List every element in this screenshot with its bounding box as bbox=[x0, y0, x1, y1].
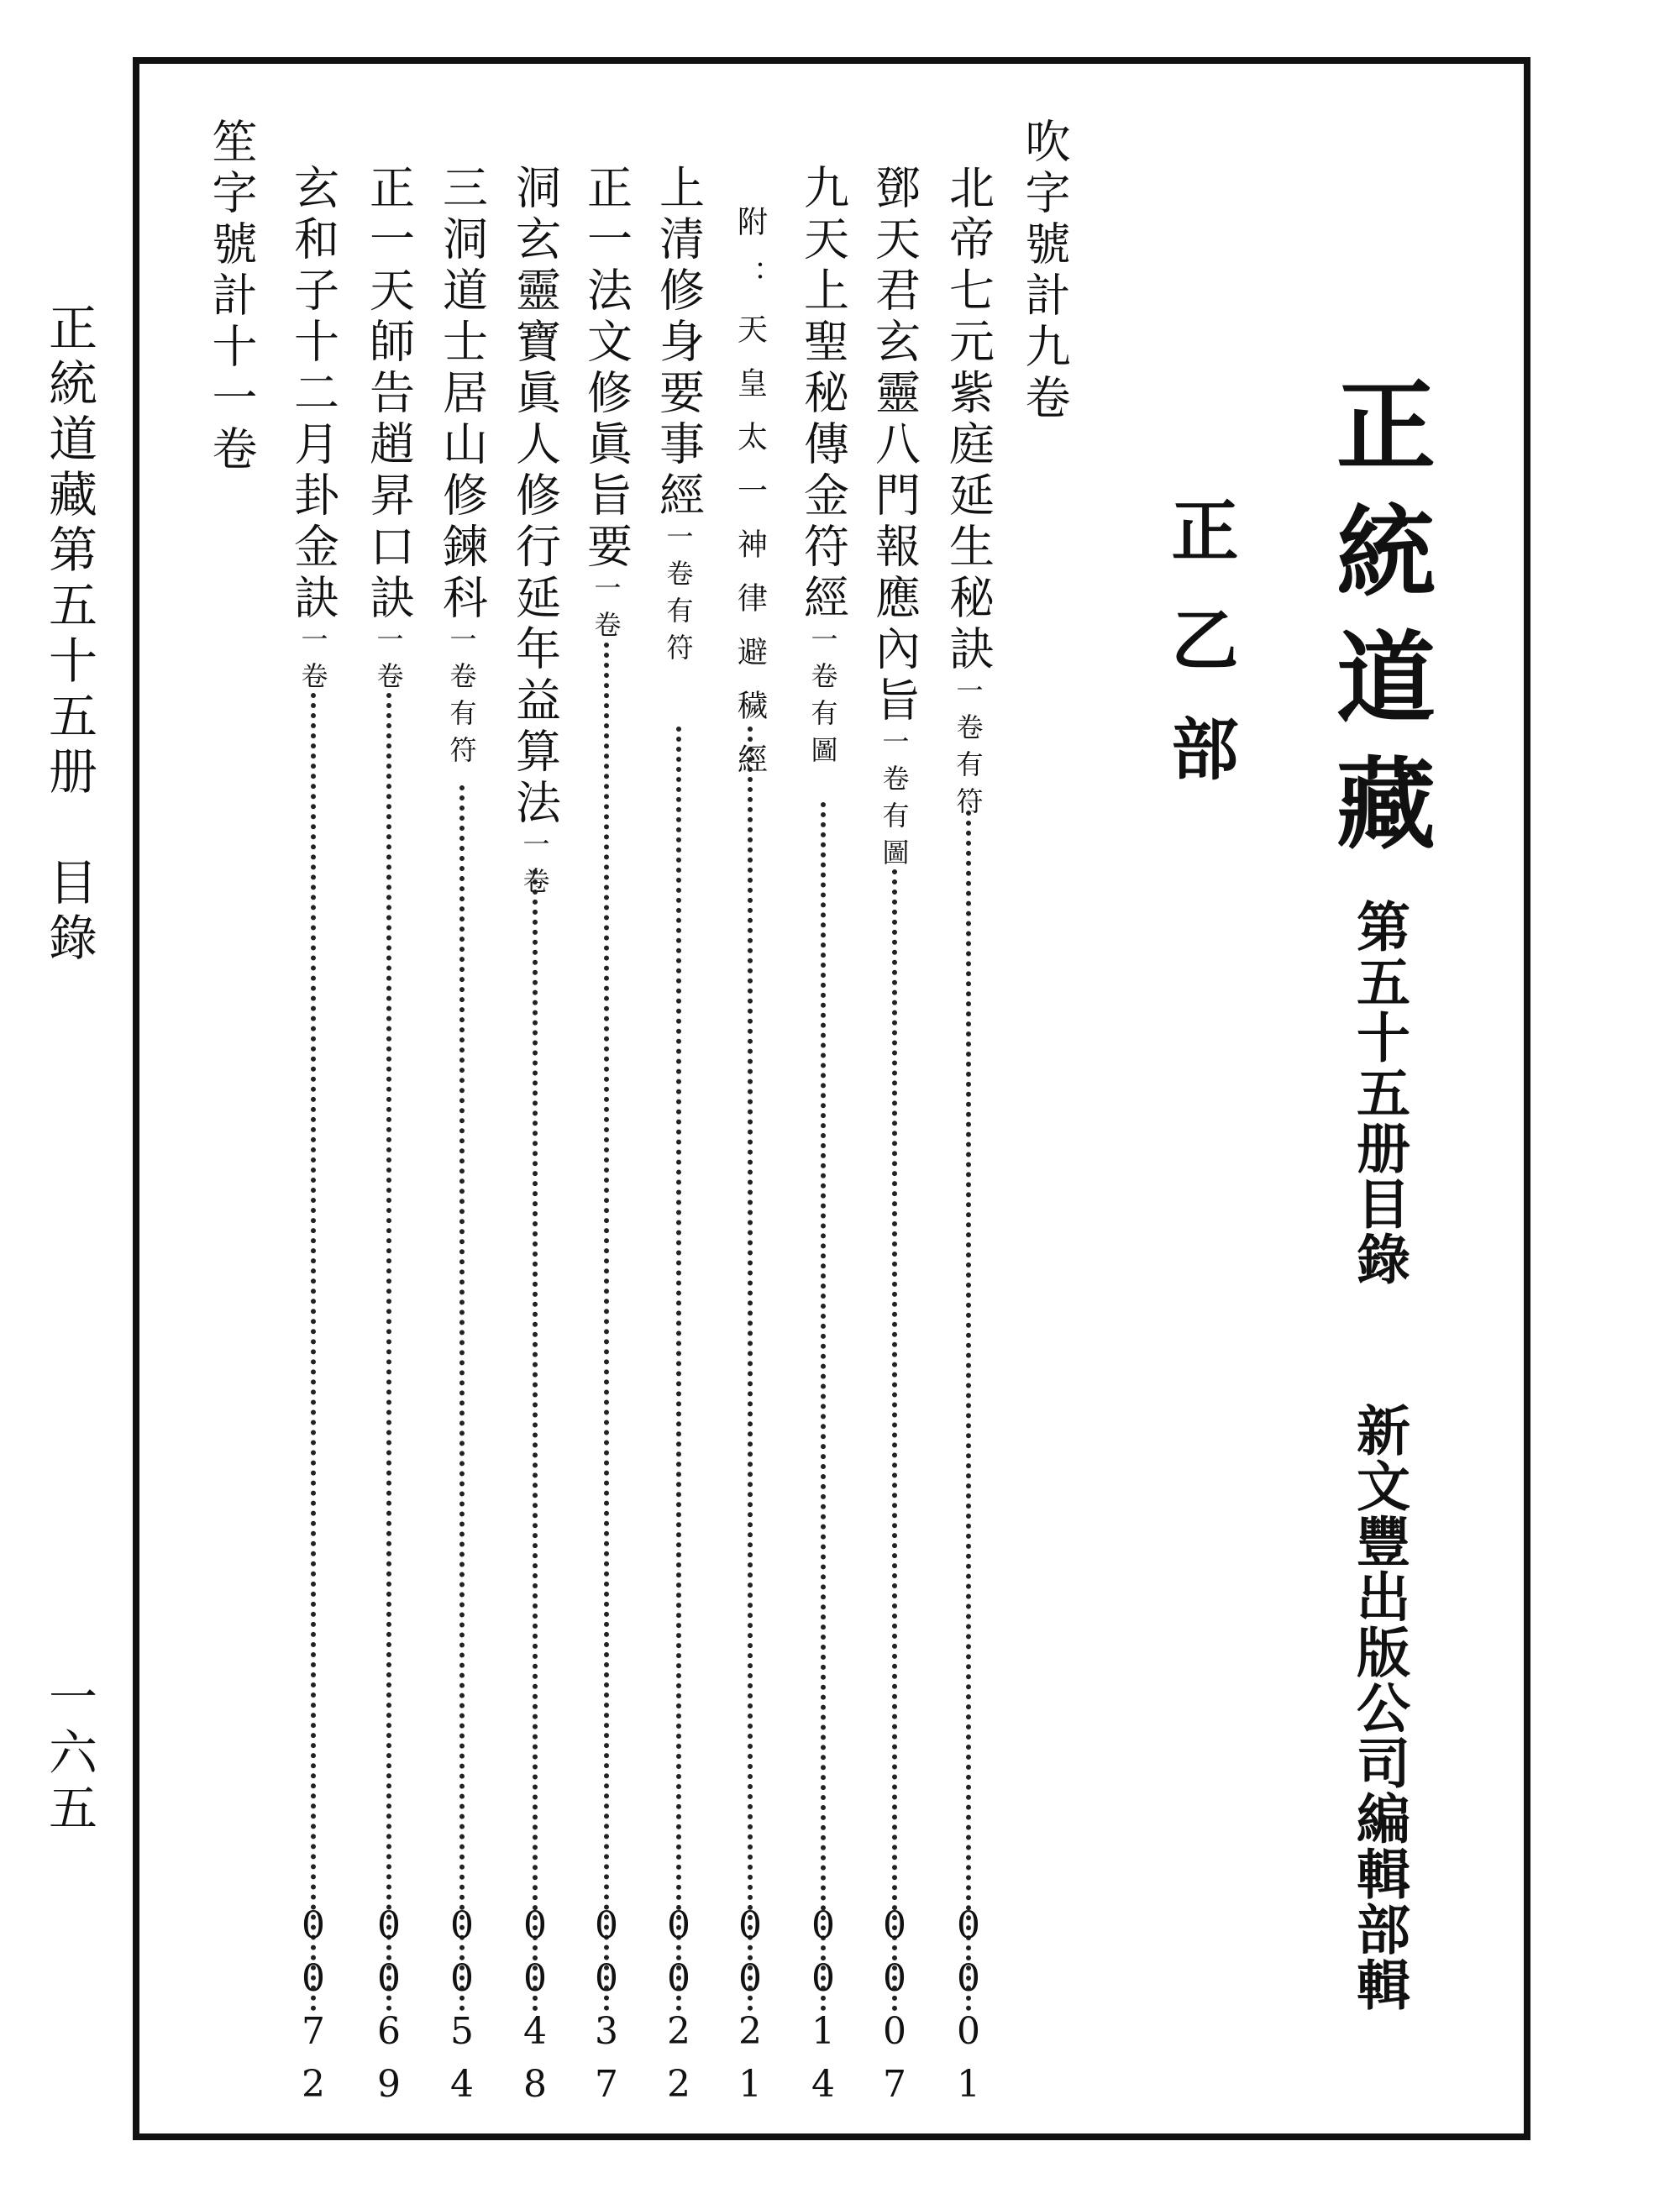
page-title: 正統道藏 bbox=[1320, 374, 1436, 878]
toc-entry[interactable] bbox=[507, 164, 563, 2116]
publisher-label: 新文豐出版公司編輯部輯 bbox=[1347, 1403, 1410, 2013]
dot-leader bbox=[892, 869, 897, 2012]
entry-page: 0069 bbox=[367, 1904, 411, 2116]
group-label-chui: 吹字號計九卷 bbox=[1018, 118, 1071, 425]
toc-entry[interactable] bbox=[361, 164, 417, 2116]
toc-entry[interactable] bbox=[286, 164, 341, 2116]
dot-leader bbox=[821, 802, 826, 2012]
entry-page: 0007 bbox=[873, 1904, 916, 2116]
entry-page: 0014 bbox=[801, 1904, 845, 2116]
toc-entry[interactable] bbox=[434, 164, 490, 2116]
entry-title: 三洞道士居山修鍊科一卷有符 bbox=[435, 164, 489, 773]
entry-title: 上清修身要事經一卷有符 bbox=[652, 164, 706, 670]
volume-label: 第五十五册目錄 bbox=[1347, 899, 1410, 1287]
dot-leader bbox=[604, 643, 609, 2012]
dot-leader bbox=[748, 727, 753, 2012]
toc-entry[interactable] bbox=[795, 164, 851, 2116]
entry-page: 0001 bbox=[947, 1904, 990, 2116]
section-label: 正乙部 bbox=[1160, 496, 1238, 823]
entry-page: 0022 bbox=[657, 1904, 701, 2116]
dot-leader bbox=[311, 693, 316, 2012]
entry-page: 0021 bbox=[728, 1904, 772, 2116]
dot-leader bbox=[676, 727, 681, 2012]
entry-page: 0054 bbox=[440, 1904, 484, 2116]
toc-entry[interactable] bbox=[867, 164, 922, 2116]
toc-entry[interactable] bbox=[579, 164, 634, 2116]
entry-page: 0048 bbox=[513, 1904, 557, 2116]
margin-book-title: 正統道藏第五十五册 目錄 bbox=[40, 302, 97, 968]
toc-entry[interactable] bbox=[722, 164, 778, 2116]
entry-title: 洞玄靈寶眞人修行延年益算法一卷 bbox=[508, 164, 562, 904]
dot-leader bbox=[966, 811, 971, 2012]
entry-title: 附：天皇太一神律避穢經 bbox=[732, 206, 768, 797]
dot-leader bbox=[386, 693, 391, 2012]
group-label-sheng: 笙字號計十一卷 bbox=[205, 118, 258, 476]
dot-leader bbox=[459, 785, 465, 2012]
toc-entry[interactable] bbox=[941, 164, 996, 2116]
toc-entry[interactable] bbox=[651, 164, 706, 2116]
entry-title: 北帝七元紫庭延生秘訣一卷有符 bbox=[942, 164, 995, 824]
entry-page: 0072 bbox=[291, 1904, 335, 2116]
entry-title: 鄧天君玄靈八門報應內旨一卷有圖 bbox=[868, 164, 921, 875]
dot-leader bbox=[533, 869, 538, 2012]
entry-title: 九天上聖秘傳金符經一卷有圖 bbox=[796, 164, 850, 773]
margin-page-number: 一六五 bbox=[40, 1672, 97, 1838]
entry-title: 玄和子十二月卦金訣一卷 bbox=[286, 164, 340, 699]
entry-page: 0037 bbox=[585, 1904, 628, 2116]
entry-title: 正一天師告趙昇口訣一卷 bbox=[362, 164, 416, 699]
entry-title: 正一法文修眞旨要一卷 bbox=[580, 164, 633, 648]
